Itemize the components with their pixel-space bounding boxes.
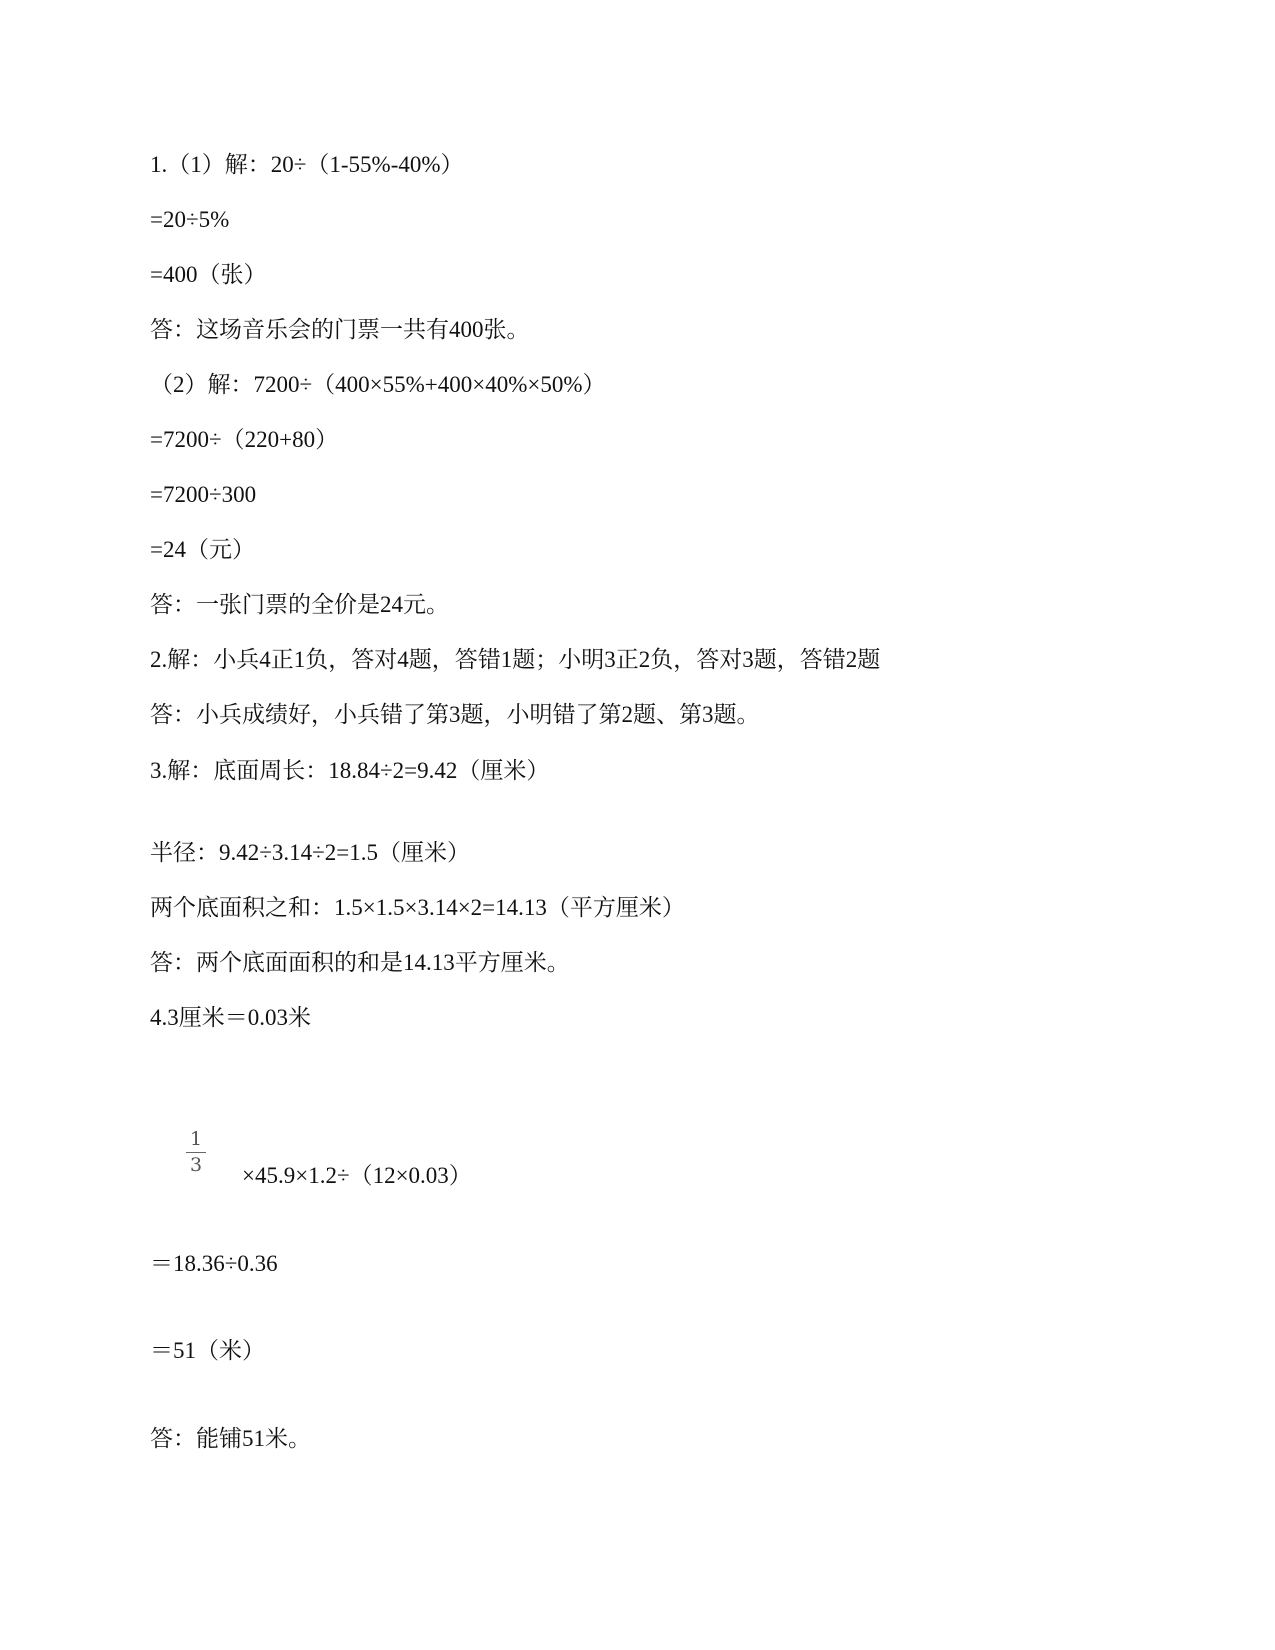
q4-answer: 答：能铺51米。 [150,1426,311,1451]
q2-solution: 2.解：小兵4正1负，答对4题，答错1题；小明3正2负，答对3题，答错2题 [150,647,881,672]
q4-result: ＝51（米） [150,1338,265,1363]
q4-conversion: 4.3厘米＝0.03米 [150,1005,311,1030]
q1-part1-result: =400（张） [150,262,267,287]
q1-part2-step2: =7200÷300 [150,482,257,507]
q1-part1-answer: 答：这场音乐会的门票一共有400张。 [150,317,530,342]
q3-perimeter: 3.解：底面周长：18.84÷2=9.42（厘米） [150,758,550,783]
q1-part1-step1: =20÷5% [150,207,230,232]
q1-part2-answer: 答：一张门票的全价是24元。 [150,592,449,617]
q1-part2-expression: （2）解：7200÷（400×55%+400×40%×50%） [150,372,606,397]
q1-part1-expression: 1.（1）解：20÷（1-55%-40%） [150,152,464,177]
fraction-denominator: 3 [189,1154,203,1176]
fraction-numerator: 1 [189,1128,203,1150]
fraction-one-third [186,1128,206,1176]
q4-expression: ×45.9×1.2÷（12×0.03） [242,1163,472,1188]
fraction-bar [186,1152,206,1153]
q1-part2-result: =24（元） [150,537,255,562]
q4-step1: ＝18.36÷0.36 [150,1251,278,1276]
q2-answer: 答：小兵成绩好，小兵错了第3题，小明错了第2题、第3题。 [150,702,760,727]
q3-radius: 半径：9.42÷3.14÷2=1.5（厘米） [150,840,470,865]
q3-answer: 答：两个底面面积的和是14.13平方厘米。 [150,950,570,975]
q3-base-area: 两个底面积之和：1.5×1.5×3.14×2=14.13（平方厘米） [150,895,685,920]
q1-part2-step1: =7200÷（220+80） [150,427,339,452]
